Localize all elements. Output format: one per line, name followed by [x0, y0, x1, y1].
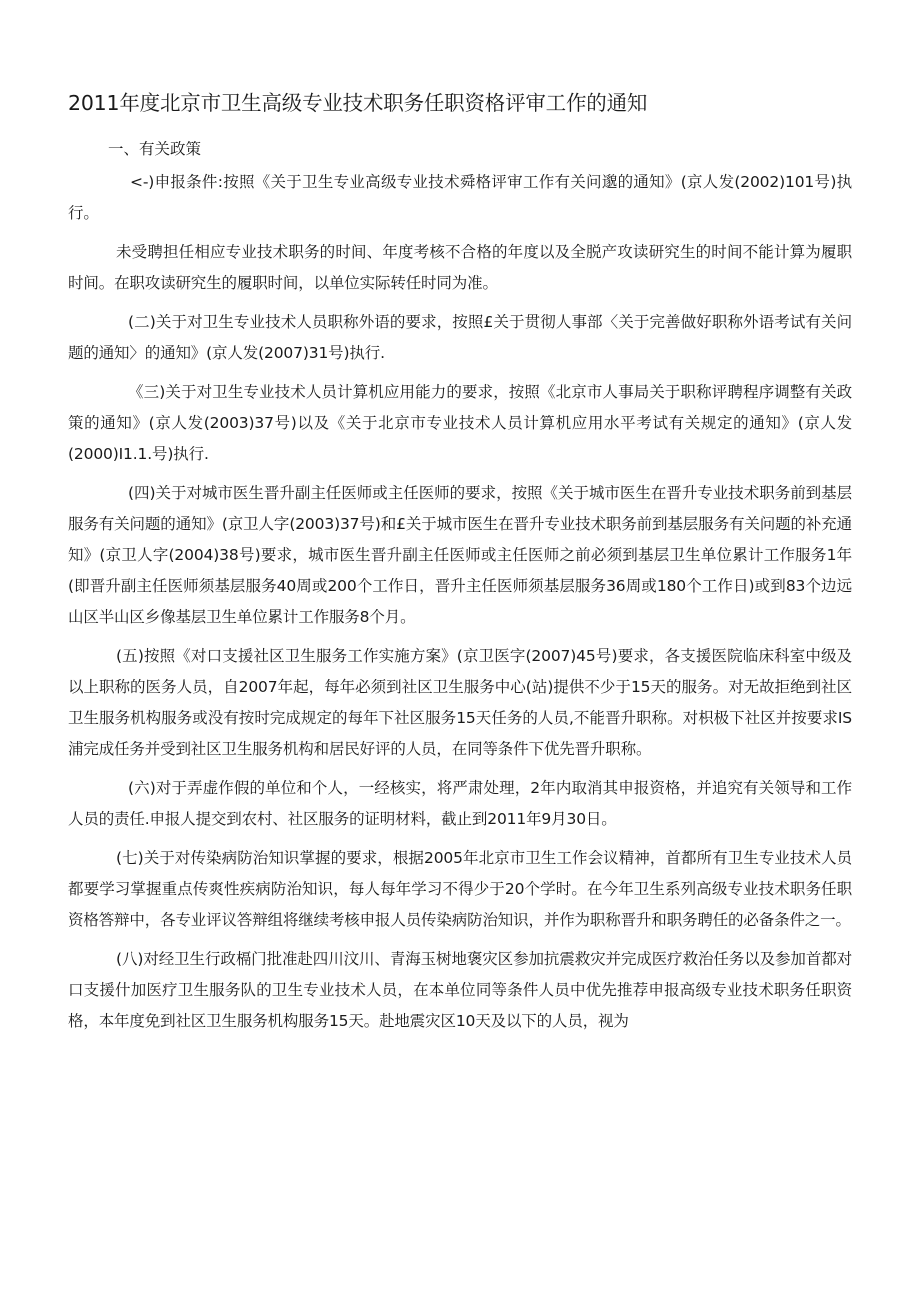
paragraph-tenure-time: 未受聘担任相应专业技术职务的时间、年度考核不合格的年度以及全脱产攻读研究生的时间不能计算为履职时间。在职攻读研究生的履职时间，以单位实际转任时同为准。 — [68, 243, 852, 292]
paragraph-foreign-language: (二)关于对卫生专业技术人员职称外语的要求，按照£关于贯彻人事部〈关于完善做好职称外语考试有关问题的通知〉的通知》(京人发(2007)31号)执行. — [68, 313, 852, 362]
paragraph-community-support: (五)按照《对口支援社区卫生服务工作实施方案》(京卫医字(2007)45号)要求，各支援医院临床科室中级及以上职称的医务人员，自2007年起，每年必须到社区卫生服务中心(站)提供不少于15天的服务。对无故拒绝到社区卫生服务机构服务或没有按时完成规定的每年下社区服务15天任务的人员,不能晋升职称。对枳极下社区并按要求IS浦完成任务并受到社区卫生服务机构和居民好评的人员，在同等条件下优先晋升职称。 — [68, 647, 852, 758]
paragraph-earthquake-relief: (八)对经卫生行政槅门批准赴四川汶川、青海玉树地褒灾区参加抗震救灾并完成医疗救治任务以及参加首都对口支援什加医疗卫生服务队的卫生专业技术人员，在本单位同等条件人员中优先推荐申报高级专业技术职务任职资格，本年度免到社区卫生服务机构服务15天。赴地震灾区10天及以下的人员，视为 — [68, 950, 852, 1030]
document-title: 2011年度北京市卫生高级专业技术职务任职资格评审工作的通知 — [68, 91, 648, 115]
section-heading: 一、有关政策 — [108, 140, 202, 158]
paragraph-computer-skills: 《三)关于对卫生专业技术人员计算机应用能力的要求，按照《北京市人事局关于职称评聘程序调整有关政策的通知》(京人发(2003)37号)以及《关于北京市专业技术人员计算机应用水平考试有关规定的通知》(京人发(2000)I1.1.号)执行. — [68, 383, 852, 463]
paragraph-application-conditions: <-)申报条件:按照《关于卫生专业高级专业技术舜格评审工作有关问邈的通知》(京人发(2002)101号)执行。 — [68, 173, 852, 222]
paragraph-fraud-handling: (六)对于弄虚作假的单位和个人，一经核实，将严肃处理，2年内取消其申报资格，并追究有关领导和工作人员的责任.申报人提交到农村、社区服务的证明材料，截止到2011年9月30日。 — [68, 779, 852, 828]
paragraph-infectious-disease: (七)关于对传染病防治知识掌握的要求，根据2005年北京市卫生工作会议精神，首都所有卫生专业技术人员都要学习掌握重点传爽性疾病防治知识，每人每年学习不得少于20个学时。在今年卫生系列高级专业技术职务任职资格答辩中，各专业评议答辩组将继续考核申报人员传染病防治知识，并作为职称晋升和职务聘任的必备条件之一。 — [68, 849, 852, 929]
paragraph-city-doctors: (四)关于对城市医生晋升副主任医师或主任医师的要求，按照《关于城市医生在晋升专业技术职务前到基层服务有关问题的通知》(京卫人字(2003)37号)和£关于城市医生在晋升专业技术职务前到基层服务有关问题的补充通知》(京卫人字(2004)38号)要求，城市医生晋升副主任医师或主任医师之前必须到基层卫生单位累计工作服务1年(即晋升副主任医师须基层服务40周或200个工作日，晋升主任医师须基层服务36周或180个工作日)或到83个边远山区半山区乡像基层卫生单位累计工作服务8个月。 — [68, 484, 852, 626]
